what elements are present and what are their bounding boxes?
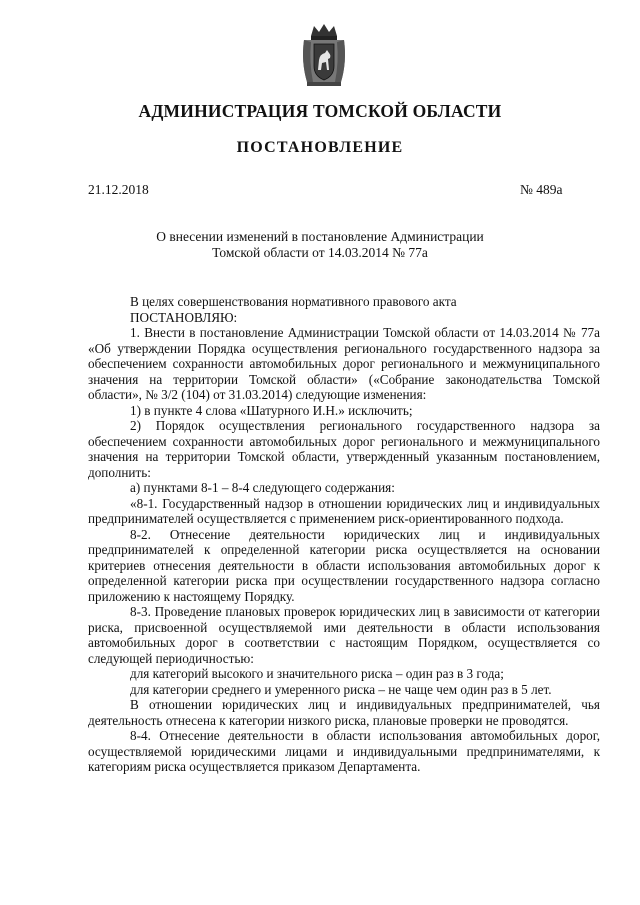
paragraph-8-4: 8-4. Отнесение деятельности в области использования автомобильных дорог, осуществляемой юридическими лицами и индивидуальными предпринимателями, к категориям риска осуществляется приказом Департамента. (88, 728, 600, 774)
paragraph-8-1: «8-1. Государственный надзор в отношении юридических лиц и индивидуальных предпринимателей осуществляется с применением риск-ориентированного подхода. (88, 495, 600, 526)
document-date: 21.12.2018 (88, 182, 149, 197)
paragraph-8-2: 8-2. Отнесение деятельности юридических лиц и индивидуальных предпринимателей к определенной категории риска осуществляется на основании критериев отнесения деятельности в области использования автомобильных дорог к определенной категории риска при осуществлении государственного надзора согласно приложению к настоящему Порядку. (88, 526, 600, 604)
paragraph-low-risk: В отношении юридических лиц и индивидуальных предпринимателей, чья деятельность отнесена к категории низкого риска, плановые проверки не проводятся. (88, 697, 600, 728)
tomsk-region-coat-of-arms-icon (301, 22, 347, 88)
document-body (88, 294, 600, 775)
paragraph-high-risk: для категорий высокого и значительного риска – один раз в 3 года; (130, 666, 504, 681)
paragraph-subitem-2: 2) Порядок осуществления регионального государственного надзора за обеспечением сохранности автомобильных дорог регионального и межмуниципального значения на территории Томской области, утвержденный указанным постановлением, дополнить: (88, 418, 600, 480)
document-number: № 489а (520, 182, 563, 197)
organization-title: АДМИНИСТРАЦИЯ ТОМСКОЙ ОБЛАСТИ (138, 101, 502, 121)
subject-line-1: О внесении изменений в постановление Администрации (156, 229, 484, 244)
document-type: ПОСТАНОВЛЕНИЕ (236, 139, 404, 156)
paragraph-subitem-a: а) пунктами 8-1 – 8-4 следующего содержания: (130, 480, 395, 495)
paragraph-item-1: 1. Внести в постановление Администрации Томской области от 14.03.2014 № 77а «Об утверждении Порядка осуществления регионального государственного надзора за обеспечением сохранности автомобильных дорог регионального и межмуниципального значения на территории Томской области» («Собрание законодательства Томской области», № 3/2 (104) от 31.03.2014) следующие изменения: (88, 325, 600, 402)
paragraph-8-3: 8-3. Проведение плановых проверок юридических лиц в зависимости от категории риска, присвоенной осуществляемой ими деятельности в области использования автомобильных дорог в соответствии с настоящим Порядком, осуществляется со следующей периодичностью: (88, 604, 600, 666)
paragraph-preamble: В целях совершенствования нормативного правового акта (130, 294, 457, 309)
paragraph-subitem-1: 1) в пункте 4 слова «Шатурного И.Н.» исключить; (130, 402, 413, 418)
document-subject (0, 229, 640, 261)
paragraph-medium-risk: для категории среднего и умеренного риска – не чаще чем один раз в 5 лет. (130, 681, 552, 697)
paragraph-resolve: ПОСТАНОВЛЯЮ: (130, 309, 238, 325)
subject-line-2: Томской области от 14.03.2014 № 77а (212, 245, 428, 260)
